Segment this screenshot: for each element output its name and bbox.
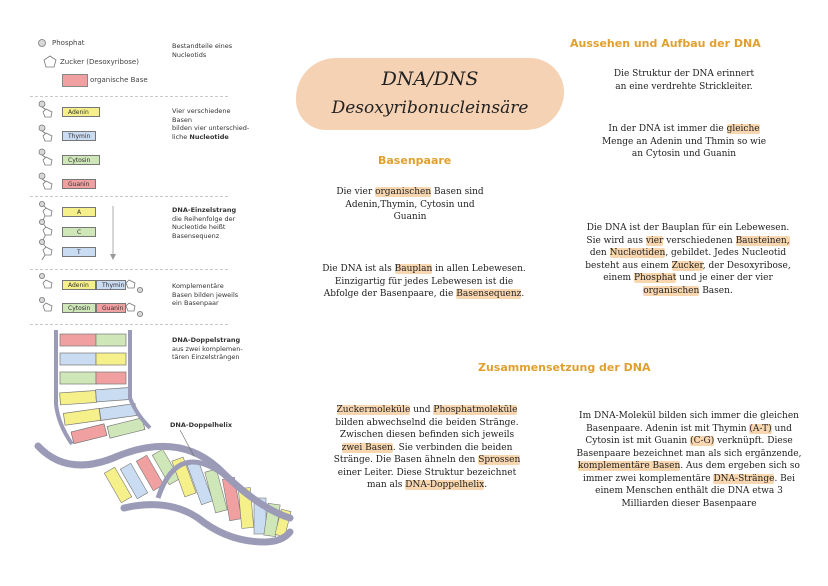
einzelstrang-note: DNA-Einzelstrang die Reihenfolge der Nucleotide heißt Basensequenz [172,206,237,240]
divider [30,196,228,197]
heading-basenpaare: Basenpaare [378,154,452,167]
legend-base: organische Base [90,76,148,84]
heading-aussehen: Aussehen und Aufbau der DNA [570,37,761,50]
legend-zucker: Zucker (Desoxyribose) [60,58,139,66]
pair2-guanin: Guanin [96,303,126,313]
doppelhelix-label: DNA-Doppelhelix [170,421,233,429]
nucleotide-adenin: Adenin [62,107,100,117]
nucleotide-note: Vier verschiedene Basen bilden vier unterschied- liche Nucleotide [172,107,250,141]
divider [30,324,228,325]
doppelstrang-note: DNA-Doppelstrang aus zwei komplemen- tären Einzelsträngen [172,336,243,361]
nucleotide-guanin: Guanin [62,179,96,189]
aussehen-p3: Die DNA ist der Bauplan für ein Lebewesen. Sie wird aus vier verschiedenen Bausteinen, den Nucleotiden, gebildet. Jedes Nucleotid besteht aus einem Zucker, der Desoxyribose, einem Phosphat und je einer der vier organischen Basen. [585,223,791,296]
zucker-icon [42,54,58,70]
leader-line [178,430,198,458]
legend-bestandteile: Bestandteile eines Nucleotids [172,42,233,59]
phosphat-icon [36,36,50,50]
pair2-cytosin: Cytosin [62,303,96,313]
basenpaare-p1: Die vier organischen Basen sind Adenin,Thymin, Cytosin und Guanin [336,187,484,222]
heading-zusammensetzung: Zusammensetzung der DNA [478,361,651,374]
pair1-thymin: Thymin [96,280,126,290]
base-swatch [62,74,88,87]
zusammensetzung-left: Zuckermoleküle und Phosphatmoleküle bilden abwechselnd die beiden Stränge. Zwischen diesen befinden sich jeweils zwei Basen. Sie verbinden die beiden Stränge. Die Basen ähneln den Sprossen einer Leiter. Diese Struktur bezeichnet man als DNA-Doppelhelix. [333,405,521,490]
divider [30,269,228,270]
legend-phosphat: Phosphat [52,39,85,47]
nucleotide-cytosin: Cytosin [62,155,100,165]
einzelstrang-base-a: A [62,207,96,217]
zusammensetzung-right: Im DNA-Molekül bilden sich immer die gleichen Basenpaare. Adenin ist mit Thymin (A-T) und Cytosin ist mit Guanin (C-G) verknüpft. Diese Basenpaare bezeichnet man als sich ergänzende, komplementäre Basen. Aus dem ergeben sich so immer zwei komplementäre DNA-Stränge. Bei einem Menschen enthält die DNA etwa 3 Milliarden dieser Basenpaare [576,411,802,509]
arrow-down-icon [108,204,118,262]
einzelstrang-base-t: T [62,247,96,257]
aussehen-p2: In der DNA ist immer die gleiche Menge an Adenin und Thmin so wie an Cytosin und Guanin [601,124,767,159]
divider [30,96,228,97]
einzelstrang-base-c: C [62,227,96,237]
basenpaare-p2: Die DNA ist als Bauplan in allen Lebewesen. Einzigartig für jedes Lebewesen ist die Abfolge der Basenpaare, die Basensequenz. [322,264,526,299]
title-desoxy: Desoxyribonucleinsäre [331,98,529,118]
pair1-adenin: Adenin [62,280,96,290]
aussehen-p1: Die Struktur der DNA erinnert an eine verdrehte Strickleiter. [613,69,755,92]
nucleotide-thymin: Thymin [62,131,96,141]
title-dna: DNA/DNS [381,68,479,90]
pairs-note: Komplementäre Basen bilden jeweils ein Basenpaar [172,282,239,307]
dna-helix-illustration [28,328,298,568]
